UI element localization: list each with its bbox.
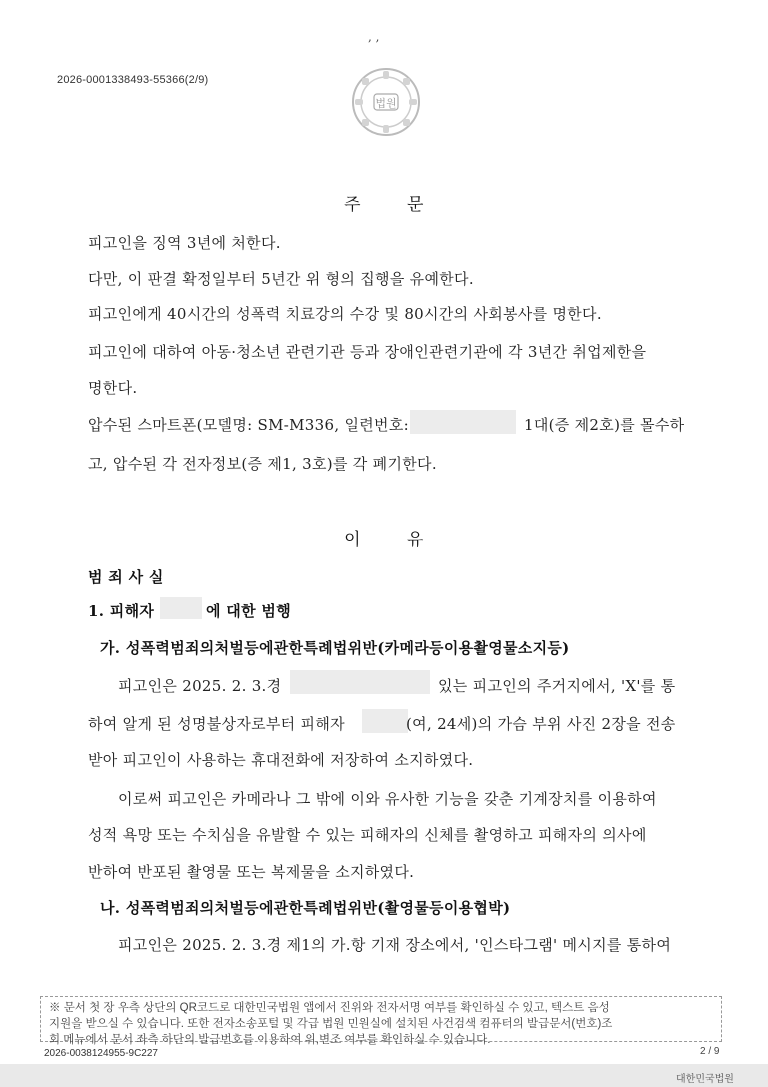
issue-code: 2026-0038124955-9C227 bbox=[44, 1048, 158, 1059]
para-a-line-1-end: 있는 피고인의 주거지에서, 'X'를 통 bbox=[438, 677, 676, 695]
section-1-suffix: 에 대한 범행 bbox=[206, 602, 291, 620]
crime-facts-label: 범 죄 사 실 bbox=[88, 568, 164, 586]
para-b-line-3: 반하여 반포된 촬영물 또는 복제물을 소지하였다. bbox=[88, 863, 415, 881]
para-b-line-2: 성적 욕망 또는 수치심을 유발할 수 있는 피해자의 신체를 촬영하고 피해자의 의사에 bbox=[88, 826, 647, 844]
page-number: 2 / 9 bbox=[700, 1046, 720, 1057]
sub-a-title: 가. 성폭력범죄의처벌등에관한특례법위반(카메라등이용촬영물소지등) bbox=[100, 639, 570, 657]
seizure-line-1a: 압수된 스마트폰(모델명: SM-M336, 일련번호: bbox=[88, 416, 409, 434]
para-b-line-1: 이로써 피고인은 카메라나 그 밖에 이와 유사한 기능을 갖춘 기계장치를 이용하여 bbox=[118, 790, 657, 808]
seizure-line-1b: 1대(증 제2호)를 몰수하 bbox=[524, 416, 685, 434]
para-c-line-1: 피고인은 2025. 2. 3.경 제1의 가.항 기재 장소에서, '인스타그램' 메시지를 통하여 bbox=[118, 936, 672, 954]
para-a-line-2-end: (여, 24세)의 가슴 부위 사진 2장을 전송 bbox=[406, 715, 676, 733]
notice-line-2: 지원을 받으실 수 있습니다. 또한 전자소송포털 및 각급 법원 민원실에 설치된 사건검색 컴퓨터의 발급문서(번호)조 bbox=[49, 1018, 613, 1030]
reason-heading: 이 유 bbox=[344, 530, 424, 550]
order-line-1: 피고인을 징역 3년에 처한다. bbox=[88, 234, 281, 252]
top-marks: , , bbox=[368, 30, 380, 44]
para-a-line-1-start: 피고인은 2025. 2. 3.경 bbox=[118, 677, 282, 695]
redacted-address bbox=[290, 670, 430, 694]
notice-line-1: ※ 문서 첫 장 우측 상단의 QR코드로 대한민국법원 앱에서 진위와 전자서명 여부를 확인하실 수 있고, 텍스트 음성 bbox=[49, 1002, 610, 1014]
court-seal-icon bbox=[350, 66, 422, 138]
notice-line-3: 회 메뉴에서 문서 좌측 하단의 발급번호를 이용하여 위,변조 여부를 확인하실 수 있습니다. bbox=[49, 1034, 491, 1046]
court-name: 대한민국법원 bbox=[676, 1074, 734, 1085]
footer-strip bbox=[0, 1064, 768, 1087]
document-id: 2026-0001338493-55366(2/9) bbox=[57, 74, 209, 86]
redacted-victim-name-2 bbox=[362, 709, 408, 733]
order-line-3: 피고인에게 40시간의 성폭력 치료강의 수강 및 80시간의 사회봉사를 명한다. bbox=[88, 305, 602, 323]
para-a-line-2-start: 하여 알게 된 성명불상자로부터 피해자 bbox=[88, 715, 345, 733]
seizure-line-2: 고, 압수된 각 전자정보(증 제1, 3호)를 각 폐기한다. bbox=[88, 455, 437, 473]
redacted-serial bbox=[410, 410, 516, 434]
order-heading: 주 문 bbox=[344, 195, 424, 215]
order-line-5: 명한다. bbox=[88, 379, 138, 397]
seal-text: 법원 bbox=[375, 97, 397, 110]
order-line-2: 다만, 이 판결 확정일부터 5년간 위 형의 집행을 유예한다. bbox=[88, 270, 474, 288]
redacted-victim-name bbox=[160, 597, 202, 619]
para-a-line-3: 받아 피고인이 사용하는 휴대전화에 저장하여 소지하였다. bbox=[88, 751, 474, 769]
section-1-prefix: 1. 피해자 bbox=[88, 602, 155, 620]
order-line-4: 피고인에 대하여 아동·청소년 관련기관 등과 장애인관련기관에 각 3년간 취업제한을 bbox=[88, 343, 647, 361]
verification-notice bbox=[40, 996, 722, 1046]
court-seal bbox=[350, 66, 422, 138]
sub-b-title: 나. 성폭력범죄의처벌등에관한특례법위반(촬영물등이용협박) bbox=[100, 899, 511, 917]
